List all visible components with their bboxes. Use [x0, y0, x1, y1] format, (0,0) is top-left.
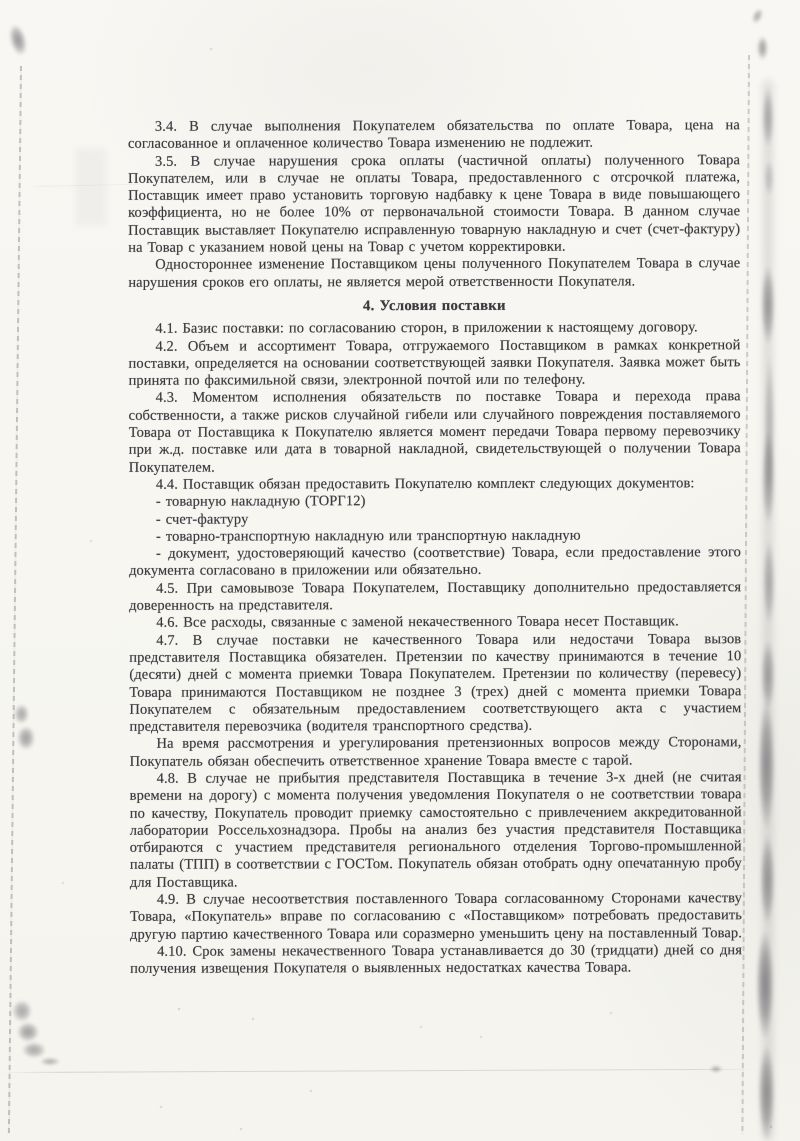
- clause-4-5: 4.5. При самовывозе Товара Покупателем, Поставщику дополнительно предоставляется доверенность на представителя.: [129, 578, 742, 614]
- scan-edge-line-left: [8, 66, 22, 1134]
- clause-4-1: 4.1. Базис поставки: по согласованию сторон, в приложении к настоящему договору.: [155, 319, 698, 337]
- clause-4-10: 4.10. Срок замены некачественного Товара устанавливается до 30 (тридцати) дней со дня получения извещения Покупателя о выявленных недостатках качества Товара.: [130, 942, 743, 978]
- scan-smudge: [12, 1000, 32, 1022]
- clause-3-5: 3.5. В случае нарушения срока оплаты (частичной оплаты) полученного Товара Покупателем, или в случае не оплаты Товара, предоставленного с отсрочкой платежа, Поставщик имеет право установить торговую надбавку к цене Товара в виде повышающего коэффициента, но не более 10% от первоначальной стоимости Товара. В данном случае Поставщик выставляет Покупателю исправленную товарную накладную и счет (счет-фактуру) на Товар с указанием новой цены на Товар с учетом корректировки.: [128, 151, 741, 256]
- contract-text: [128, 117, 742, 978]
- scan-smudge: [763, 540, 775, 625]
- scan-smudge: [762, 88, 774, 148]
- scan-smudge: [758, 1045, 775, 1141]
- scan-smudge: [761, 265, 775, 345]
- doc-item-torg12: - товарную накладную (ТОРГ12): [155, 493, 366, 510]
- scan-smudge: [14, 704, 29, 724]
- clause-4-7: 4.7. В случае поставки не качественного Товара или недостачи Товара вызов представителя Поставщика обязателен. Претензии по качеству принимаются в течение 10 (десяти) дней с момента приемки Товара Покупателем. Претензии по количеству (перевесу) Товара принимаются Поставщиком не позднее 3 (трех) дней с момента приемки Товара Покупателем с обязательным предоставлением соответствующего акта с участием представителя перевозчика (водителя транспортного средства).: [129, 630, 742, 735]
- clause-storage-note: На время рассмотрения и урегулирования претензионных вопросов между Сторонами, Покупатель обязан обеспечить ответственное хранение Товара вместе с тарой.: [129, 734, 742, 770]
- scan-smudge: [758, 700, 775, 830]
- scan-edge-line-right: [741, 55, 749, 1135]
- scan-smudge: [764, 160, 774, 196]
- section-4-heading: 4. Условия поставки: [362, 297, 506, 315]
- scan-smudge: [757, 36, 768, 60]
- scan-smudge: [40, 1058, 60, 1065]
- clause-4-9: 4.9. В случае несоответствия поставленного Товара согласованному Сторонами качеству Товара, «Покупатель» вправе по согласованию с «Поставщиком» потребовать предоставить другую партию качественного Товара или соразмерно уменьшить цену на поставленный Товар.: [129, 890, 742, 943]
- scan-smudge: [6, 22, 30, 57]
- scan-smudge: [17, 726, 35, 750]
- scan-crease-bottom: [0, 1069, 758, 1073]
- scan-smudge: [761, 640, 775, 710]
- paper-speckles: [0, 0, 2, 2]
- scan-smudge: [762, 430, 775, 525]
- clause-4-6: 4.6. Все расходы, связанные с заменой некачественного Товара несет Поставщик.: [156, 613, 679, 632]
- scan-smudge: [17, 1022, 39, 1042]
- clause-4-4: 4.4. Поставщик обязан предоставить Покупателю комплект следующих документов:: [155, 475, 695, 493]
- scan-smudge: [756, 930, 774, 1040]
- clause-4-3: 4.3. Моментом исполнения обязательств по поставке Товара и перехода права собственности, а также рисков случайной гибели или случайного повреждения поставляемого Товара от Поставщика к Покупателю является момент передачи Товара первому перевозчику при ж.д. поставке или дата в товарной накладной, свидетельствующей о получении Товара Покупателем.: [128, 388, 741, 476]
- clause-3-4: 3.4. В случае выполнения Покупателем обязательства по оплате Товара, цена на согласованное и оплаченное количество Товара изменению не подлежит.: [127, 117, 740, 153]
- clause-4-8: 4.8. В случае не прибытия представителя Поставщика в течение 3-х дней (не считая времени на дорогу) с момента получения уведомления Покупателя о не соответствии товара по качеству, Покупатель проводит приемку самостоятельно с привлечением аккредитованной лаборатории Россельхознадзора. Пробы на анализ без участия представителя Поставщика отбираются с участием представителя регионального отделения Торгово-промышленной палаты (ТПП) в соответствии с ГОСТом. Покупатель обязан отобрать одну опечатанную пробу для Поставщика.: [129, 769, 742, 891]
- doc-item-quality-cert: - документ, удостоверяющий качество (соответствие) Товара, если предоставление этого документа согласовано в приложении или обязательно.: [129, 544, 742, 580]
- scan-smudge: [750, 7, 765, 25]
- clause-unilateral-change: Одностороннее изменение Поставщиком цены полученного Покупателем Товара в случае нарушения сроков его оплаты, не является мерой ответственности Покупателя.: [128, 255, 741, 291]
- scan-shade-patch: [75, 148, 107, 226]
- scan-smudge: [760, 835, 775, 925]
- doc-item-invoice: - счет-фактуру: [155, 511, 249, 528]
- doc-item-waybill: - товарно-транспортную накладную или транспортную накладную: [155, 527, 581, 545]
- clause-4-2: 4.2. Объем и ассортимент Товара, отгружаемого Поставщиком в рамках конкретной поставки, определяется на основании соответствующей заявки Покупателя. Заявка может быть принята по факсимильной связи, электронной почтой или по телефону.: [128, 336, 741, 389]
- scan-smudge: [22, 1042, 46, 1058]
